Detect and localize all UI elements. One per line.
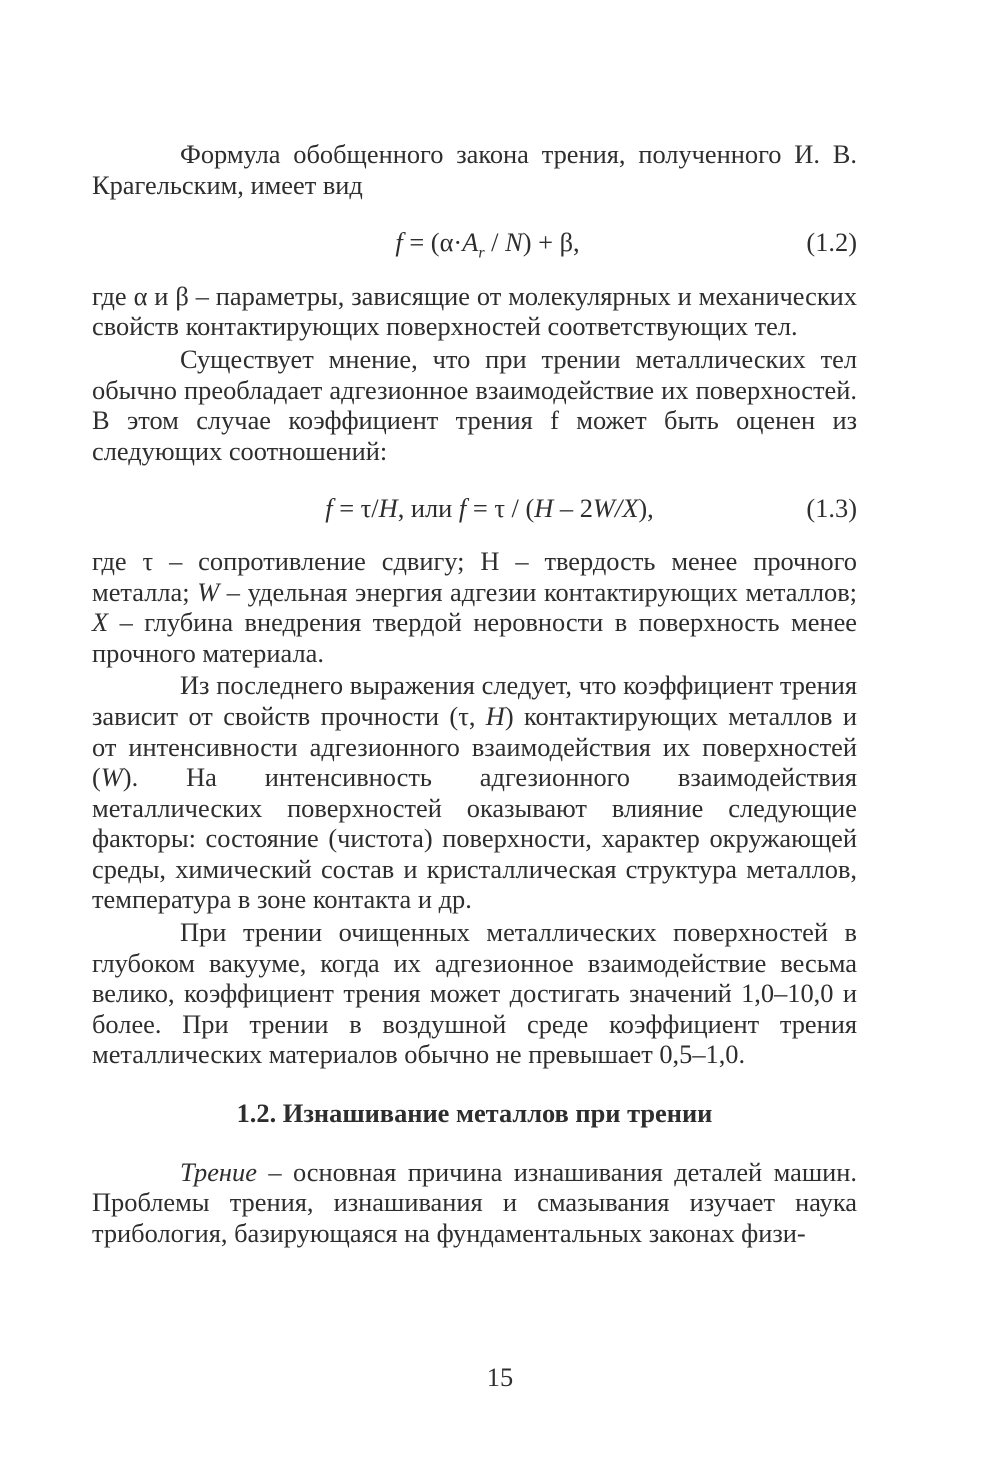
formula-1-2-number: (1.2): [806, 227, 857, 258]
formula-1-3-number: (1.3): [806, 493, 857, 524]
formula-1-3-expression: f = τ/H, или f = τ / (H – 2W/X),: [325, 493, 654, 524]
formula-1-3: [92, 493, 857, 524]
paragraph-4: где τ – сопротивление сдвигу; H – твердость менее прочного металла; W – удельная энергия адгезии контактирующих металлов; X – глубина внедрения твердой неровности в поверхность менее прочного материала.: [92, 545, 858, 668]
paragraph-3: Существует мнение, что при трении металлических тел обычно преобладает адгезионное взаимодействие их поверхностей. В этом случае коэффициент трения f может быть оценен из следующих соотношений:: [92, 343, 857, 466]
paragraph-2: где α и β – параметры, зависящие от молекулярных и механических свойств контактирующих поверхностей соответствующих тел.: [92, 280, 857, 342]
formula-1-2: [92, 227, 857, 262]
paragraph-1: Формула обобщенного закона трения, полученного И. В. Крагельским, имеет вид: [92, 139, 857, 200]
paragraph-6: При трении очищенных металлических поверхностей в глубоком вакууме, когда их адгезионное взаимодействие весьма велико, коэффициент трения может достигать значений 1,0–10,0 и более. При трении в воздушной среде коэффициент трения металлических материалов обычно не превышает 0,5–1,0.: [92, 917, 857, 1070]
paragraph-7: Трение – основная причина изнашивания деталей машин. Проблемы трения, изнашивания и смазывания изучает наука трибология, базирующаяся на фундаментальных законах физи-: [92, 1156, 857, 1248]
page-number: 15: [486, 1362, 514, 1392]
paragraph-5: Из последнего выражения следует, что коэффициент трения зависит от свойств прочности (τ, H) контактирующих металлов и от интенсивности адгезионного взаимодействия их поверхностей (W). На интенсивность адгезионного взаимодействия металлических поверхностей оказывают влияние следующие факторы: состояние (чистота) поверхности, характер окружающей среды, химический состав и кристаллическая структура металлов, температура в зоне контакта и др.: [92, 670, 857, 915]
section-heading: 1.2. Изнашивание металлов при трении: [236, 1098, 713, 1129]
page-content: [92, 139, 857, 1248]
formula-1-2-expression: $f = (\alpha\cdot A_r / N) + \beta$,: [395, 227, 580, 262]
